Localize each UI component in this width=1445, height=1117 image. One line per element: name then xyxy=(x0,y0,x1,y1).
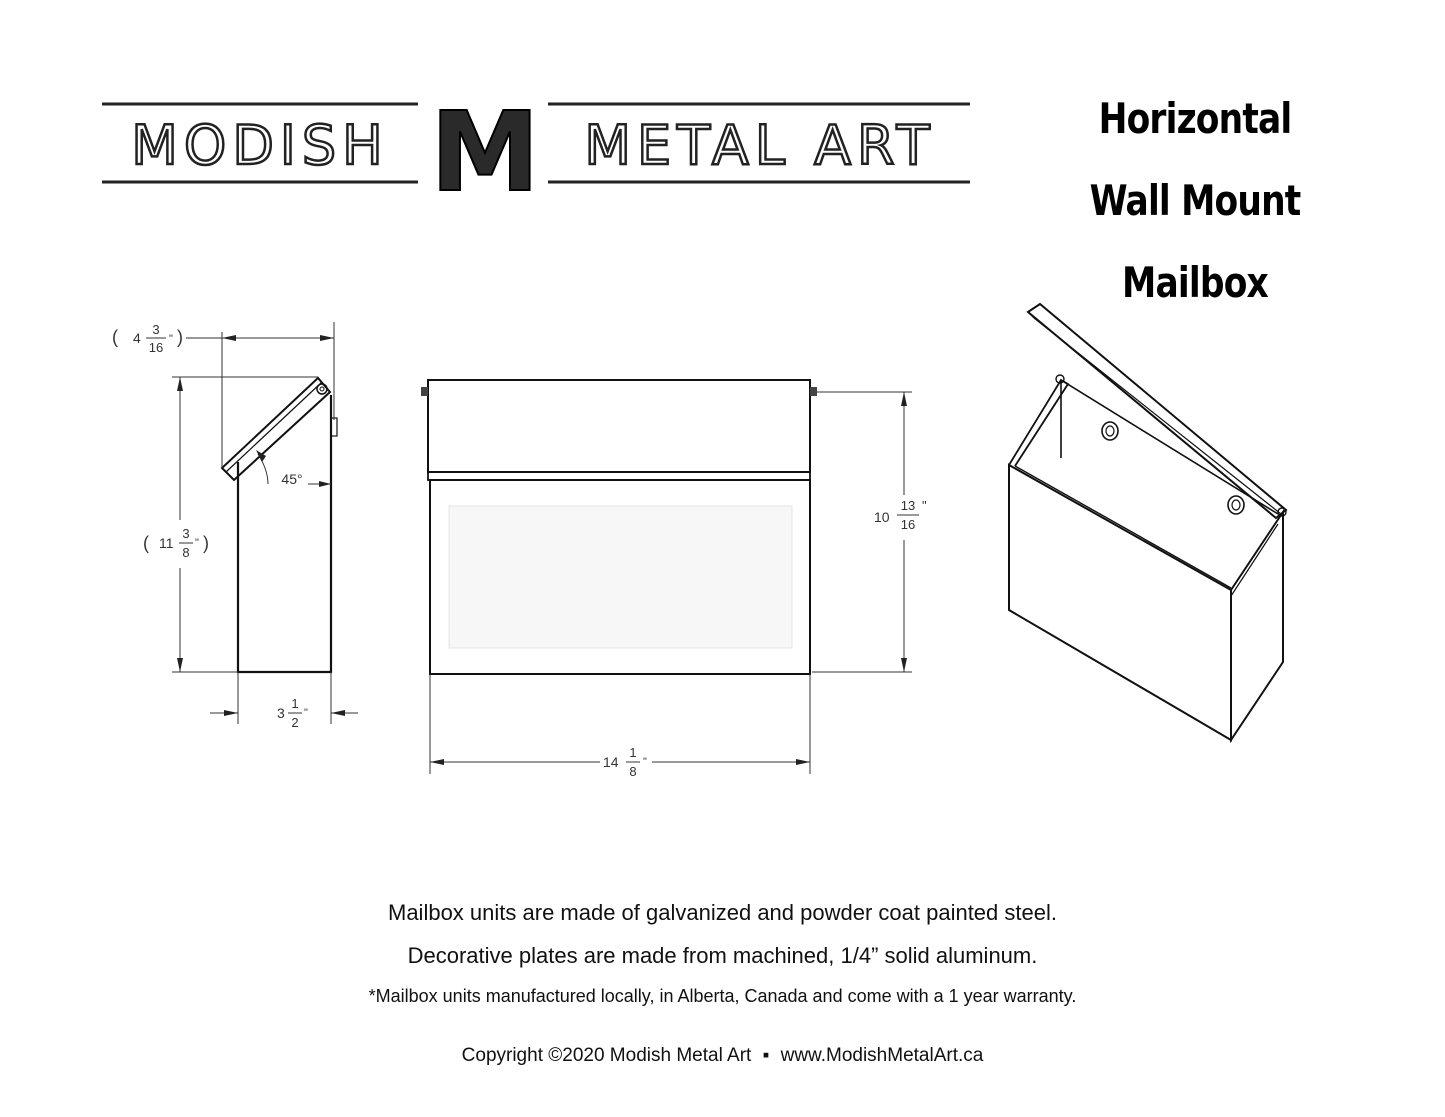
svg-text:8: 8 xyxy=(629,764,637,779)
svg-text:": " xyxy=(169,333,173,345)
side-height-label xyxy=(143,526,209,560)
logo-left-text: MODISH xyxy=(131,114,389,177)
logo-right-text: METAL ART xyxy=(584,114,936,177)
isometric-view xyxy=(1009,304,1286,740)
front-view xyxy=(421,380,927,779)
side-depth-top-label xyxy=(112,322,183,355)
website-link[interactable]: www.ModishMetalArt.ca xyxy=(780,1045,984,1066)
decorative-plate xyxy=(449,506,792,648)
svg-text:": " xyxy=(643,756,647,768)
svg-text:3: 3 xyxy=(277,705,285,721)
plate-note: Decorative plates are made from machined, 1/4” solid aluminum. xyxy=(407,943,1038,968)
title-line-1: Horizontal xyxy=(1098,94,1292,143)
svg-text:1: 1 xyxy=(629,745,637,760)
front-height-label xyxy=(874,498,927,532)
svg-text:16: 16 xyxy=(900,517,916,532)
svg-text:": " xyxy=(922,498,927,513)
svg-text:M: M xyxy=(430,92,540,202)
side-angle-label: 45° xyxy=(281,471,303,487)
title-line-2: Wall Mount Mailbox xyxy=(1089,176,1301,307)
svg-text:): ) xyxy=(177,327,183,347)
svg-text:2: 2 xyxy=(291,715,299,730)
front-width-label xyxy=(603,745,647,779)
copyright-text: Copyright ©2020 Modish Metal Art xyxy=(461,1045,752,1066)
brand-logo xyxy=(100,92,980,202)
technical-drawing xyxy=(0,280,1445,800)
svg-text:(: ( xyxy=(112,327,118,347)
svg-text:": " xyxy=(304,707,308,719)
side-depth-bottom-label xyxy=(277,696,308,730)
material-note: Mailbox units are made of galvanized and powder coat painted steel. xyxy=(388,900,1057,925)
svg-text:10: 10 xyxy=(874,509,890,525)
logo-monogram xyxy=(430,92,539,202)
svg-text:1: 1 xyxy=(291,696,299,711)
svg-text:3: 3 xyxy=(152,322,160,337)
svg-text:8: 8 xyxy=(182,545,190,560)
svg-text:3: 3 xyxy=(182,526,190,541)
side-view xyxy=(112,322,358,730)
svg-text:): ) xyxy=(203,533,209,553)
svg-text:13: 13 xyxy=(900,498,916,513)
footer-separator: ▪ xyxy=(762,1045,770,1066)
svg-text:": " xyxy=(195,537,199,549)
svg-text:4: 4 xyxy=(133,330,141,346)
svg-text:14: 14 xyxy=(603,754,619,770)
svg-text:16: 16 xyxy=(148,340,164,355)
svg-text:11: 11 xyxy=(159,535,174,551)
footer xyxy=(0,1045,1445,1067)
svg-text:(: ( xyxy=(143,533,149,553)
warranty-note: *Mailbox units manufactured locally, in Alberta, Canada and come with a 1 year warranty. xyxy=(368,986,1077,1006)
